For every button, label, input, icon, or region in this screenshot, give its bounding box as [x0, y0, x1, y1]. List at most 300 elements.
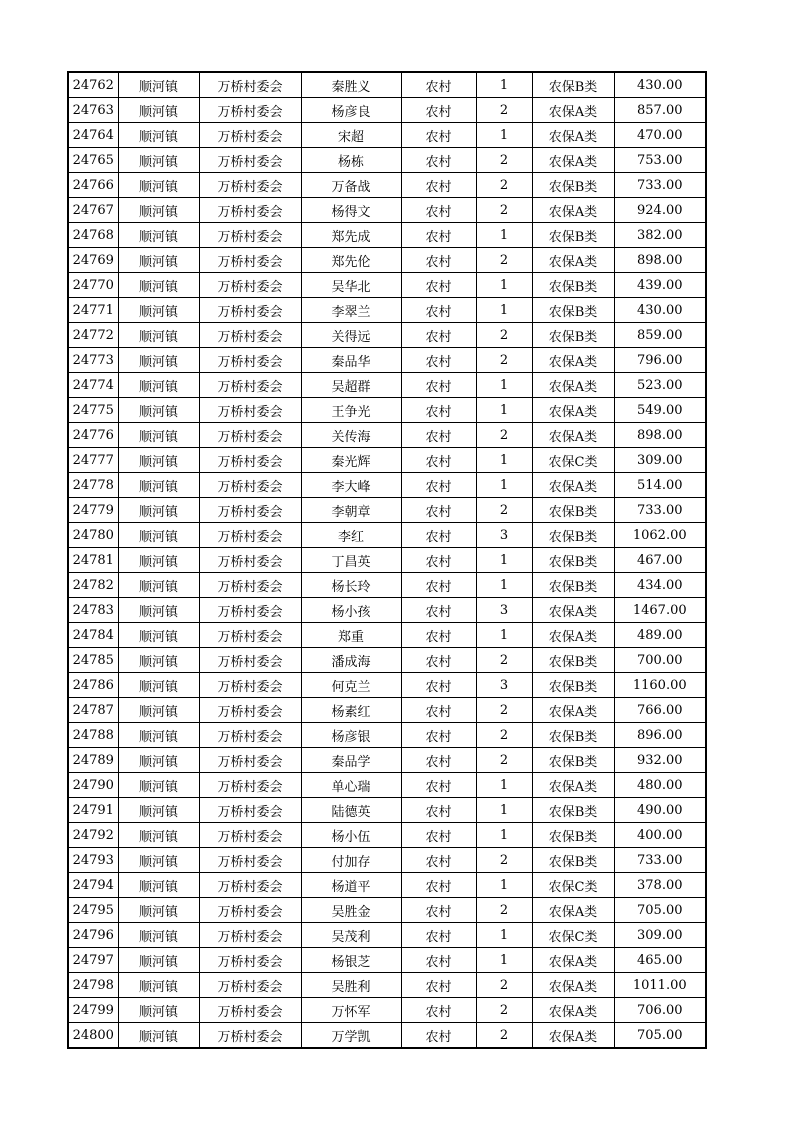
cell-amount: 733.00 [614, 848, 706, 873]
cell-id: 24763 [68, 98, 118, 123]
cell-residence: 农村 [401, 273, 476, 298]
cell-residence: 农村 [401, 973, 476, 998]
cell-village: 万桥村委会 [199, 898, 301, 923]
cell-id: 24777 [68, 448, 118, 473]
cell-id: 24796 [68, 923, 118, 948]
cell-village: 万桥村委会 [199, 798, 301, 823]
cell-id: 24762 [68, 72, 118, 98]
table-row [68, 623, 706, 648]
table-row [68, 373, 706, 398]
cell-residence: 农村 [401, 773, 476, 798]
cell-town: 顺河镇 [118, 72, 199, 98]
cell-id: 24768 [68, 223, 118, 248]
table-row [68, 148, 706, 173]
cell-count: 2 [476, 973, 532, 998]
cell-residence: 农村 [401, 423, 476, 448]
cell-residence: 农村 [401, 573, 476, 598]
cell-village: 万桥村委会 [199, 273, 301, 298]
cell-residence: 农村 [401, 98, 476, 123]
cell-residence: 农村 [401, 248, 476, 273]
cell-id: 24770 [68, 273, 118, 298]
cell-amount: 382.00 [614, 223, 706, 248]
cell-town: 顺河镇 [118, 148, 199, 173]
cell-town: 顺河镇 [118, 573, 199, 598]
cell-amount: 400.00 [614, 823, 706, 848]
table-row [68, 123, 706, 148]
table-row [68, 923, 706, 948]
cell-amount: 859.00 [614, 323, 706, 348]
cell-amount: 490.00 [614, 798, 706, 823]
cell-village: 万桥村委会 [199, 323, 301, 348]
table-row [68, 673, 706, 698]
cell-amount: 430.00 [614, 72, 706, 98]
cell-residence: 农村 [401, 948, 476, 973]
cell-count: 1 [476, 798, 532, 823]
cell-amount: 439.00 [614, 273, 706, 298]
cell-amount: 898.00 [614, 423, 706, 448]
cell-count: 1 [476, 773, 532, 798]
cell-amount: 705.00 [614, 1023, 706, 1049]
cell-village: 万桥村委会 [199, 648, 301, 673]
cell-id: 24764 [68, 123, 118, 148]
table-row [68, 72, 706, 98]
cell-town: 顺河镇 [118, 323, 199, 348]
cell-id: 24791 [68, 798, 118, 823]
cell-name: 李朝章 [301, 498, 401, 523]
cell-residence: 农村 [401, 448, 476, 473]
cell-category: 农保C类 [532, 923, 614, 948]
cell-amount: 857.00 [614, 98, 706, 123]
table-row [68, 1023, 706, 1049]
cell-count: 2 [476, 198, 532, 223]
cell-count: 3 [476, 523, 532, 548]
cell-town: 顺河镇 [118, 923, 199, 948]
cell-residence: 农村 [401, 673, 476, 698]
cell-village: 万桥村委会 [199, 72, 301, 98]
cell-town: 顺河镇 [118, 598, 199, 623]
table-row [68, 898, 706, 923]
cell-count: 2 [476, 648, 532, 673]
cell-town: 顺河镇 [118, 898, 199, 923]
cell-category: 农保B类 [532, 223, 614, 248]
cell-residence: 农村 [401, 723, 476, 748]
cell-count: 1 [476, 223, 532, 248]
cell-name: 万学凯 [301, 1023, 401, 1049]
cell-town: 顺河镇 [118, 448, 199, 473]
cell-village: 万桥村委会 [199, 623, 301, 648]
cell-category: 农保A类 [532, 698, 614, 723]
cell-id: 24782 [68, 573, 118, 598]
cell-category: 农保A类 [532, 398, 614, 423]
cell-town: 顺河镇 [118, 973, 199, 998]
cell-town: 顺河镇 [118, 798, 199, 823]
cell-category: 农保A类 [532, 373, 614, 398]
cell-category: 农保B类 [532, 748, 614, 773]
table-row [68, 873, 706, 898]
cell-category: 农保B类 [532, 173, 614, 198]
cell-category: 农保B类 [532, 323, 614, 348]
cell-amount: 309.00 [614, 448, 706, 473]
cell-town: 顺河镇 [118, 273, 199, 298]
cell-amount: 924.00 [614, 198, 706, 223]
cell-name: 何克兰 [301, 673, 401, 698]
cell-category: 农保A类 [532, 148, 614, 173]
cell-village: 万桥村委会 [199, 573, 301, 598]
cell-id: 24771 [68, 298, 118, 323]
cell-village: 万桥村委会 [199, 523, 301, 548]
table-row [68, 573, 706, 598]
cell-id: 24794 [68, 873, 118, 898]
cell-category: 农保A类 [532, 623, 614, 648]
cell-category: 农保A类 [532, 98, 614, 123]
table-row [68, 98, 706, 123]
cell-name: 秦品华 [301, 348, 401, 373]
cell-town: 顺河镇 [118, 348, 199, 373]
cell-count: 1 [476, 573, 532, 598]
cell-village: 万桥村委会 [199, 723, 301, 748]
cell-name: 杨素红 [301, 698, 401, 723]
cell-name: 宋超 [301, 123, 401, 148]
cell-category: 农保A类 [532, 423, 614, 448]
cell-category: 农保C类 [532, 448, 614, 473]
cell-category: 农保A类 [532, 773, 614, 798]
cell-village: 万桥村委会 [199, 998, 301, 1023]
cell-town: 顺河镇 [118, 698, 199, 723]
cell-name: 杨小孩 [301, 598, 401, 623]
cell-town: 顺河镇 [118, 948, 199, 973]
cell-town: 顺河镇 [118, 998, 199, 1023]
cell-count: 1 [476, 823, 532, 848]
cell-amount: 309.00 [614, 923, 706, 948]
cell-category: 农保A类 [532, 973, 614, 998]
cell-town: 顺河镇 [118, 123, 199, 148]
cell-residence: 农村 [401, 1023, 476, 1049]
cell-category: 农保A类 [532, 598, 614, 623]
cell-count: 2 [476, 423, 532, 448]
cell-category: 农保B类 [532, 673, 614, 698]
cell-count: 1 [476, 72, 532, 98]
cell-amount: 700.00 [614, 648, 706, 673]
cell-village: 万桥村委会 [199, 473, 301, 498]
cell-village: 万桥村委会 [199, 373, 301, 398]
cell-id: 24787 [68, 698, 118, 723]
cell-village: 万桥村委会 [199, 298, 301, 323]
cell-count: 1 [476, 398, 532, 423]
cell-village: 万桥村委会 [199, 223, 301, 248]
cell-town: 顺河镇 [118, 373, 199, 398]
cell-residence: 农村 [401, 698, 476, 723]
cell-amount: 896.00 [614, 723, 706, 748]
table-row [68, 973, 706, 998]
cell-count: 2 [476, 348, 532, 373]
cell-name: 秦光辉 [301, 448, 401, 473]
cell-village: 万桥村委会 [199, 248, 301, 273]
cell-count: 2 [476, 848, 532, 873]
cell-town: 顺河镇 [118, 423, 199, 448]
cell-village: 万桥村委会 [199, 948, 301, 973]
cell-amount: 549.00 [614, 398, 706, 423]
cell-amount: 796.00 [614, 348, 706, 373]
cell-town: 顺河镇 [118, 748, 199, 773]
table-row [68, 598, 706, 623]
table-row [68, 498, 706, 523]
cell-category: 农保A类 [532, 998, 614, 1023]
cell-residence: 农村 [401, 173, 476, 198]
table-row [68, 348, 706, 373]
cell-village: 万桥村委会 [199, 98, 301, 123]
cell-name: 李翠兰 [301, 298, 401, 323]
cell-name: 郑重 [301, 623, 401, 648]
cell-amount: 514.00 [614, 473, 706, 498]
cell-count: 2 [476, 173, 532, 198]
cell-village: 万桥村委会 [199, 873, 301, 898]
cell-village: 万桥村委会 [199, 1023, 301, 1049]
cell-town: 顺河镇 [118, 873, 199, 898]
cell-name: 关得远 [301, 323, 401, 348]
cell-count: 1 [476, 373, 532, 398]
cell-name: 吴胜金 [301, 898, 401, 923]
cell-id: 24775 [68, 398, 118, 423]
cell-town: 顺河镇 [118, 673, 199, 698]
table-row [68, 198, 706, 223]
cell-town: 顺河镇 [118, 173, 199, 198]
cell-count: 2 [476, 148, 532, 173]
cell-residence: 农村 [401, 298, 476, 323]
cell-residence: 农村 [401, 398, 476, 423]
cell-category: 农保B类 [532, 823, 614, 848]
subsidy-table-body [68, 72, 706, 1048]
cell-category: 农保B类 [532, 723, 614, 748]
cell-residence: 农村 [401, 548, 476, 573]
cell-id: 24783 [68, 598, 118, 623]
cell-residence: 农村 [401, 798, 476, 823]
cell-name: 杨道平 [301, 873, 401, 898]
cell-count: 1 [476, 948, 532, 973]
cell-amount: 753.00 [614, 148, 706, 173]
cell-village: 万桥村委会 [199, 198, 301, 223]
table-row [68, 823, 706, 848]
cell-name: 杨栋 [301, 148, 401, 173]
cell-residence: 农村 [401, 898, 476, 923]
cell-village: 万桥村委会 [199, 973, 301, 998]
cell-count: 2 [476, 1023, 532, 1049]
cell-count: 3 [476, 673, 532, 698]
cell-name: 秦品学 [301, 748, 401, 773]
cell-category: 农保A类 [532, 473, 614, 498]
cell-name: 杨银芝 [301, 948, 401, 973]
table-row [68, 248, 706, 273]
cell-category: 农保C类 [532, 873, 614, 898]
cell-amount: 467.00 [614, 548, 706, 573]
cell-category: 农保B类 [532, 798, 614, 823]
cell-town: 顺河镇 [118, 298, 199, 323]
cell-id: 24799 [68, 998, 118, 1023]
cell-id: 24769 [68, 248, 118, 273]
cell-residence: 农村 [401, 473, 476, 498]
cell-count: 1 [476, 273, 532, 298]
cell-name: 付加存 [301, 848, 401, 873]
cell-town: 顺河镇 [118, 223, 199, 248]
cell-name: 杨彦银 [301, 723, 401, 748]
cell-name: 关传海 [301, 423, 401, 448]
cell-amount: 1467.00 [614, 598, 706, 623]
cell-category: 农保A类 [532, 248, 614, 273]
cell-id: 24781 [68, 548, 118, 573]
cell-village: 万桥村委会 [199, 548, 301, 573]
cell-id: 24779 [68, 498, 118, 523]
cell-name: 万怀军 [301, 998, 401, 1023]
cell-name: 丁昌英 [301, 548, 401, 573]
cell-id: 24772 [68, 323, 118, 348]
cell-id: 24765 [68, 148, 118, 173]
cell-village: 万桥村委会 [199, 748, 301, 773]
table-row [68, 748, 706, 773]
cell-amount: 705.00 [614, 898, 706, 923]
cell-town: 顺河镇 [118, 473, 199, 498]
cell-category: 农保A类 [532, 948, 614, 973]
cell-village: 万桥村委会 [199, 673, 301, 698]
table-row [68, 773, 706, 798]
table-row [68, 998, 706, 1023]
table-row [68, 273, 706, 298]
cell-category: 农保A类 [532, 898, 614, 923]
cell-amount: 766.00 [614, 698, 706, 723]
cell-category: 农保B类 [532, 573, 614, 598]
cell-name: 郑先成 [301, 223, 401, 248]
cell-amount: 1062.00 [614, 523, 706, 548]
table-row [68, 848, 706, 873]
cell-village: 万桥村委会 [199, 448, 301, 473]
cell-id: 24778 [68, 473, 118, 498]
cell-category: 农保B类 [532, 648, 614, 673]
cell-amount: 1160.00 [614, 673, 706, 698]
cell-id: 24800 [68, 1023, 118, 1049]
cell-amount: 434.00 [614, 573, 706, 598]
cell-name: 吴超群 [301, 373, 401, 398]
cell-village: 万桥村委会 [199, 698, 301, 723]
table-row [68, 648, 706, 673]
cell-residence: 农村 [401, 648, 476, 673]
cell-name: 吴茂利 [301, 923, 401, 948]
cell-category: 农保B类 [532, 523, 614, 548]
cell-residence: 农村 [401, 598, 476, 623]
table-row [68, 223, 706, 248]
cell-name: 陆德英 [301, 798, 401, 823]
cell-id: 24797 [68, 948, 118, 973]
cell-village: 万桥村委会 [199, 173, 301, 198]
cell-category: 农保B类 [532, 72, 614, 98]
cell-name: 单心瑞 [301, 773, 401, 798]
cell-count: 1 [476, 473, 532, 498]
cell-amount: 430.00 [614, 298, 706, 323]
cell-village: 万桥村委会 [199, 773, 301, 798]
cell-name: 万备战 [301, 173, 401, 198]
cell-count: 2 [476, 248, 532, 273]
table-row [68, 798, 706, 823]
table-row [68, 723, 706, 748]
cell-village: 万桥村委会 [199, 348, 301, 373]
cell-count: 2 [476, 498, 532, 523]
cell-id: 24785 [68, 648, 118, 673]
cell-count: 1 [476, 448, 532, 473]
cell-count: 1 [476, 298, 532, 323]
cell-residence: 农村 [401, 148, 476, 173]
cell-category: 农保B类 [532, 498, 614, 523]
table-row [68, 173, 706, 198]
cell-count: 1 [476, 923, 532, 948]
cell-residence: 农村 [401, 223, 476, 248]
cell-name: 潘成海 [301, 648, 401, 673]
cell-residence: 农村 [401, 848, 476, 873]
cell-village: 万桥村委会 [199, 823, 301, 848]
cell-town: 顺河镇 [118, 523, 199, 548]
cell-category: 农保B类 [532, 273, 614, 298]
cell-id: 24774 [68, 373, 118, 398]
cell-name: 李大峰 [301, 473, 401, 498]
cell-category: 农保A类 [532, 1023, 614, 1049]
table-row [68, 448, 706, 473]
cell-residence: 农村 [401, 348, 476, 373]
cell-count: 1 [476, 623, 532, 648]
cell-village: 万桥村委会 [199, 848, 301, 873]
cell-name: 杨长玲 [301, 573, 401, 598]
cell-id: 24766 [68, 173, 118, 198]
table-row [68, 298, 706, 323]
cell-id: 24793 [68, 848, 118, 873]
cell-id: 24780 [68, 523, 118, 548]
cell-residence: 农村 [401, 323, 476, 348]
cell-category: 农保B类 [532, 548, 614, 573]
cell-count: 1 [476, 548, 532, 573]
cell-id: 24784 [68, 623, 118, 648]
cell-residence: 农村 [401, 923, 476, 948]
cell-id: 24795 [68, 898, 118, 923]
cell-amount: 932.00 [614, 748, 706, 773]
cell-town: 顺河镇 [118, 773, 199, 798]
cell-name: 杨彦良 [301, 98, 401, 123]
cell-category: 农保A类 [532, 198, 614, 223]
cell-name: 杨小伍 [301, 823, 401, 848]
cell-residence: 农村 [401, 523, 476, 548]
cell-count: 1 [476, 123, 532, 148]
cell-town: 顺河镇 [118, 98, 199, 123]
cell-amount: 733.00 [614, 173, 706, 198]
cell-name: 郑先伦 [301, 248, 401, 273]
cell-count: 2 [476, 898, 532, 923]
cell-residence: 农村 [401, 873, 476, 898]
cell-residence: 农村 [401, 998, 476, 1023]
cell-id: 24788 [68, 723, 118, 748]
cell-residence: 农村 [401, 823, 476, 848]
cell-town: 顺河镇 [118, 248, 199, 273]
cell-residence: 农村 [401, 623, 476, 648]
cell-town: 顺河镇 [118, 498, 199, 523]
cell-count: 3 [476, 598, 532, 623]
cell-name: 杨得文 [301, 198, 401, 223]
cell-name: 秦胜义 [301, 72, 401, 98]
cell-id: 24790 [68, 773, 118, 798]
cell-name: 李红 [301, 523, 401, 548]
cell-village: 万桥村委会 [199, 598, 301, 623]
cell-amount: 378.00 [614, 873, 706, 898]
cell-town: 顺河镇 [118, 823, 199, 848]
cell-count: 1 [476, 873, 532, 898]
cell-name: 王争光 [301, 398, 401, 423]
table-row [68, 698, 706, 723]
cell-town: 顺河镇 [118, 648, 199, 673]
subsidy-table [67, 71, 707, 1049]
table-row [68, 398, 706, 423]
